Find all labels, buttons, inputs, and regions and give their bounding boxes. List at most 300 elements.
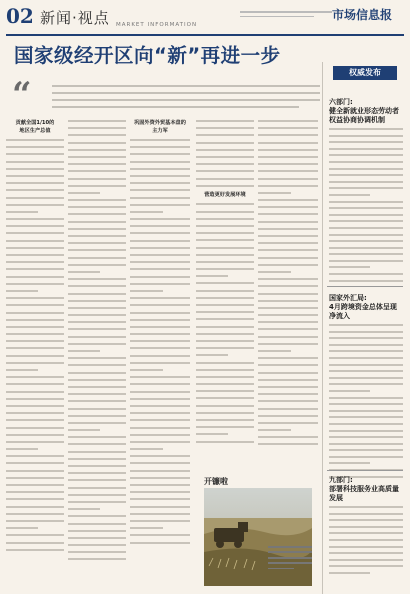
text-line <box>6 462 64 464</box>
text-line <box>68 285 126 287</box>
text-line <box>130 283 190 285</box>
text-line <box>258 372 318 374</box>
text-line <box>329 207 403 209</box>
column-text-lines <box>196 203 254 442</box>
text-line <box>329 403 403 405</box>
text-line <box>329 168 403 170</box>
text-line <box>130 470 190 472</box>
text-line <box>258 400 318 402</box>
text-line <box>6 419 64 421</box>
text-line <box>6 513 64 515</box>
column-text-lines <box>258 120 318 445</box>
text-line <box>258 293 318 295</box>
text-line <box>196 149 254 151</box>
text-line <box>329 220 403 222</box>
text-line <box>329 364 403 366</box>
text-line <box>130 254 190 256</box>
text-line <box>196 397 254 399</box>
text-line <box>258 249 318 251</box>
article-column-5 <box>258 120 318 466</box>
text-line <box>6 225 64 227</box>
text-line <box>258 314 318 316</box>
text-line <box>68 300 126 302</box>
text-line <box>68 235 126 237</box>
text-line <box>68 451 126 453</box>
story-title: 健全新就业形态劳动者权益协商协调机制 <box>329 107 399 124</box>
text-line <box>196 347 254 349</box>
text-line <box>196 362 254 364</box>
page-number: 02 <box>6 4 34 28</box>
text-line <box>130 383 190 385</box>
text-line <box>130 232 190 234</box>
text-line <box>130 498 190 500</box>
text-line <box>130 398 190 400</box>
photo-caption <box>268 546 312 569</box>
text-line <box>196 290 254 292</box>
text-line <box>329 370 403 372</box>
text-line <box>68 170 126 172</box>
text-line <box>258 379 318 381</box>
text-line <box>258 242 318 244</box>
newspaper-logo: 市场信息报 <box>331 8 392 22</box>
text-line <box>329 227 403 229</box>
text-line <box>196 239 254 241</box>
text-line <box>68 199 126 201</box>
main-headline: 国家级经开区向“新”再进一步 <box>14 44 281 67</box>
text-line <box>6 376 64 378</box>
sidebar-story <box>329 476 403 579</box>
text-line <box>130 276 190 278</box>
text-line <box>6 520 64 522</box>
text-line <box>196 282 254 284</box>
text-line <box>329 135 403 137</box>
text-line <box>329 266 370 268</box>
text-line <box>130 261 190 263</box>
text-line <box>130 247 190 249</box>
text-line <box>196 170 254 172</box>
text-line <box>258 436 318 438</box>
text-line <box>196 318 254 320</box>
text-line <box>6 362 64 364</box>
text-line <box>258 213 318 215</box>
text-line <box>329 128 403 130</box>
text-line <box>196 156 254 158</box>
text-line <box>6 283 64 285</box>
text-line <box>68 192 100 194</box>
text-line <box>6 161 64 163</box>
text-line <box>68 465 126 467</box>
text-line <box>329 513 403 515</box>
text-line <box>258 170 318 172</box>
text-line <box>258 285 318 287</box>
text-line <box>130 506 190 508</box>
sidebar-story <box>329 98 403 286</box>
text-line <box>6 304 64 306</box>
text-line <box>6 542 64 544</box>
text-line <box>68 314 126 316</box>
text-line <box>329 240 403 242</box>
text-line <box>130 304 190 306</box>
text-line <box>130 268 190 270</box>
text-line <box>68 408 126 410</box>
text-line <box>6 139 64 141</box>
text-line <box>196 304 254 306</box>
text-line <box>329 526 403 528</box>
harvest-image <box>204 488 312 586</box>
text-line <box>130 405 190 407</box>
quote-icon: “ <box>12 75 32 115</box>
text-line <box>329 181 403 183</box>
text-line <box>68 206 126 208</box>
text-line <box>329 462 370 464</box>
text-line <box>130 211 163 213</box>
text-line <box>258 185 318 187</box>
text-line <box>68 443 126 445</box>
text-line <box>258 134 318 136</box>
column-subhead: 贡献全国1/10的 地区生产总值 <box>15 120 55 134</box>
text-line <box>130 197 190 199</box>
text-line <box>196 419 254 421</box>
text-line <box>258 386 318 388</box>
text-line <box>329 187 403 189</box>
text-line <box>258 271 291 273</box>
text-line <box>329 456 403 458</box>
text-line <box>130 391 190 393</box>
text-line <box>68 278 126 280</box>
text-line <box>329 559 403 561</box>
text-line <box>68 364 126 366</box>
lead-line <box>52 99 320 101</box>
text-line <box>6 319 64 321</box>
section-title: 新闻·视点 <box>40 9 110 27</box>
text-line <box>68 558 126 560</box>
text-line <box>6 268 64 270</box>
text-line <box>130 427 190 429</box>
text-line <box>6 355 64 357</box>
text-line <box>6 182 64 184</box>
text-line <box>6 175 64 177</box>
text-line <box>329 174 403 176</box>
text-line <box>6 412 64 414</box>
text-line <box>130 326 190 328</box>
edition-info-lines <box>240 9 332 17</box>
header-rule <box>6 34 404 36</box>
text-line <box>196 369 254 371</box>
text-line <box>196 390 254 392</box>
text-line <box>68 293 126 295</box>
text-line <box>130 312 190 314</box>
text-line <box>6 153 64 155</box>
text-line <box>258 408 318 410</box>
text-line <box>68 415 126 417</box>
text-line <box>68 515 126 517</box>
text-line <box>196 142 254 144</box>
text-line <box>329 506 403 508</box>
text-line <box>258 163 318 165</box>
lead-line <box>52 85 320 87</box>
text-line <box>68 134 126 136</box>
text-line <box>6 498 64 500</box>
sidebar-tag: 权威发布 <box>333 66 397 80</box>
text-line <box>329 234 403 236</box>
text-line <box>258 393 318 395</box>
text-line <box>258 443 318 445</box>
text-line <box>130 491 190 493</box>
text-line <box>196 163 254 165</box>
text-line <box>258 142 318 144</box>
text-line <box>258 264 318 266</box>
text-line <box>6 491 64 493</box>
text-line <box>130 513 190 515</box>
text-line <box>130 189 190 191</box>
text-line <box>130 161 190 163</box>
text-line <box>130 340 190 342</box>
text-line <box>68 142 126 144</box>
text-line <box>68 508 100 510</box>
text-line <box>196 218 254 220</box>
text-line <box>196 433 228 435</box>
sidebar-story <box>329 294 403 482</box>
text-line <box>6 448 38 450</box>
text-line <box>329 397 403 399</box>
text-line <box>6 477 64 479</box>
text-line <box>6 470 64 472</box>
story-title: 4月跨境资金总体呈现净流入 <box>329 303 397 320</box>
authoritative-release-sidebar <box>322 62 405 594</box>
text-line <box>196 254 254 256</box>
text-line <box>6 168 64 170</box>
column-text-lines <box>6 139 64 551</box>
text-line <box>68 221 126 223</box>
text-line <box>196 376 254 378</box>
text-line <box>68 213 126 215</box>
text-line <box>130 146 190 148</box>
text-line <box>329 273 403 275</box>
text-line <box>196 203 254 205</box>
text-line <box>196 333 254 335</box>
text-line <box>329 416 403 418</box>
text-line <box>68 551 126 553</box>
text-line <box>6 383 64 385</box>
story-title: 部署科技服务业高质量发展 <box>329 485 399 502</box>
text-line <box>196 405 254 407</box>
text-line <box>68 544 126 546</box>
story-source: 国家外汇局: <box>329 294 367 302</box>
text-line <box>130 204 190 206</box>
text-line <box>68 436 126 438</box>
text-line <box>130 527 163 529</box>
sidebar-divider <box>327 470 403 471</box>
text-line <box>196 261 254 263</box>
text-line <box>68 163 126 165</box>
text-line <box>130 355 190 357</box>
text-line <box>258 192 291 194</box>
text-line <box>329 350 403 352</box>
text-line <box>130 297 190 299</box>
text-line <box>329 324 403 326</box>
text-line <box>6 254 64 256</box>
text-line <box>196 268 254 270</box>
text-line <box>258 206 318 208</box>
text-line <box>329 546 403 548</box>
story-source: 九部门: <box>329 476 353 484</box>
text-line <box>6 333 64 335</box>
text-line <box>68 494 126 496</box>
text-line <box>68 479 126 481</box>
text-line <box>258 300 318 302</box>
lead-line <box>52 106 299 108</box>
story-text-lines <box>329 506 403 574</box>
text-line <box>68 178 126 180</box>
text-line <box>6 549 64 551</box>
text-line <box>196 232 254 234</box>
section-subtitle: MARKET INFORMATION <box>116 22 198 28</box>
text-line <box>6 391 64 393</box>
column-subhead: 营造更好发展环境 <box>204 191 246 198</box>
article-column-1 <box>6 120 64 556</box>
text-line <box>329 519 403 521</box>
text-line <box>329 390 370 392</box>
text-line <box>68 321 126 323</box>
text-line <box>6 347 64 349</box>
text-line <box>68 336 126 338</box>
text-line <box>68 458 126 460</box>
text-line <box>258 336 318 338</box>
text-line <box>258 120 318 122</box>
text-line <box>196 185 254 187</box>
text-line <box>68 393 126 395</box>
text-line <box>68 501 126 503</box>
text-line <box>68 372 126 374</box>
text-line <box>68 242 126 244</box>
text-line <box>196 127 254 129</box>
text-line <box>196 426 254 428</box>
text-line <box>329 148 403 150</box>
text-line <box>258 278 318 280</box>
text-line <box>258 228 318 230</box>
text-line <box>196 178 254 180</box>
text-line <box>6 398 64 400</box>
text-line <box>68 257 126 259</box>
text-line <box>130 139 190 141</box>
text-line <box>258 307 318 309</box>
text-line <box>196 412 254 414</box>
text-line <box>68 127 126 129</box>
text-line <box>329 449 403 451</box>
text-line <box>258 422 318 424</box>
text-line <box>130 290 163 292</box>
text-line <box>6 276 64 278</box>
text-line <box>130 412 190 414</box>
text-line <box>196 247 254 249</box>
text-line <box>258 221 318 223</box>
text-line <box>196 297 254 299</box>
text-line <box>130 376 190 378</box>
text-line <box>68 487 126 489</box>
text-line <box>130 441 190 443</box>
text-line <box>329 423 403 425</box>
text-line <box>68 328 126 330</box>
text-line <box>196 340 254 342</box>
wheat-harvest-photo <box>204 488 312 586</box>
text-line <box>196 275 228 277</box>
text-line <box>258 328 318 330</box>
text-line <box>68 120 126 122</box>
text-line <box>6 261 64 263</box>
text-line <box>6 506 64 508</box>
text-line <box>130 347 190 349</box>
text-line <box>329 194 370 196</box>
text-line <box>130 542 190 544</box>
text-line <box>6 484 64 486</box>
text-line <box>329 532 403 534</box>
text-line <box>329 331 403 333</box>
text-line <box>6 312 64 314</box>
column-text-lines <box>196 120 254 187</box>
text-line <box>130 448 163 450</box>
text-line <box>258 350 291 352</box>
text-line <box>68 271 100 273</box>
lead-paragraph <box>52 80 320 108</box>
text-line <box>329 357 403 359</box>
text-line <box>329 552 403 554</box>
column-text-lines <box>68 120 126 560</box>
text-line <box>258 429 291 431</box>
text-line <box>6 369 38 371</box>
article-column-4 <box>196 120 254 466</box>
text-line <box>329 565 403 567</box>
text-line <box>258 343 318 345</box>
text-line <box>6 441 64 443</box>
text-line <box>258 235 318 237</box>
text-line <box>329 539 403 541</box>
text-line <box>196 383 254 385</box>
text-line <box>130 534 190 536</box>
text-line <box>68 357 126 359</box>
column-subhead: 巩固外资外贸基本盘的 主力军 <box>134 120 186 134</box>
article-column-2 <box>68 120 126 566</box>
text-line <box>130 218 190 220</box>
text-line <box>196 326 254 328</box>
text-line <box>196 354 228 356</box>
text-line <box>68 149 126 151</box>
sidebar-divider <box>327 286 403 287</box>
text-line <box>68 429 100 431</box>
text-line <box>68 228 126 230</box>
text-line <box>6 534 64 536</box>
text-line <box>6 240 64 242</box>
text-line <box>68 249 126 251</box>
text-line <box>68 343 126 345</box>
text-line <box>6 247 64 249</box>
text-line <box>68 523 126 525</box>
text-line <box>329 344 403 346</box>
text-line <box>6 326 64 328</box>
text-line <box>258 321 318 323</box>
text-line <box>68 350 100 352</box>
text-line <box>329 377 403 379</box>
text-line <box>329 154 403 156</box>
text-line <box>6 232 64 234</box>
text-line <box>130 225 190 227</box>
text-line <box>68 472 126 474</box>
text-line <box>68 530 126 532</box>
text-line <box>68 537 126 539</box>
text-line <box>6 290 38 292</box>
story-text-lines <box>329 128 403 282</box>
text-line <box>68 264 126 266</box>
article-column-3 <box>130 120 190 549</box>
